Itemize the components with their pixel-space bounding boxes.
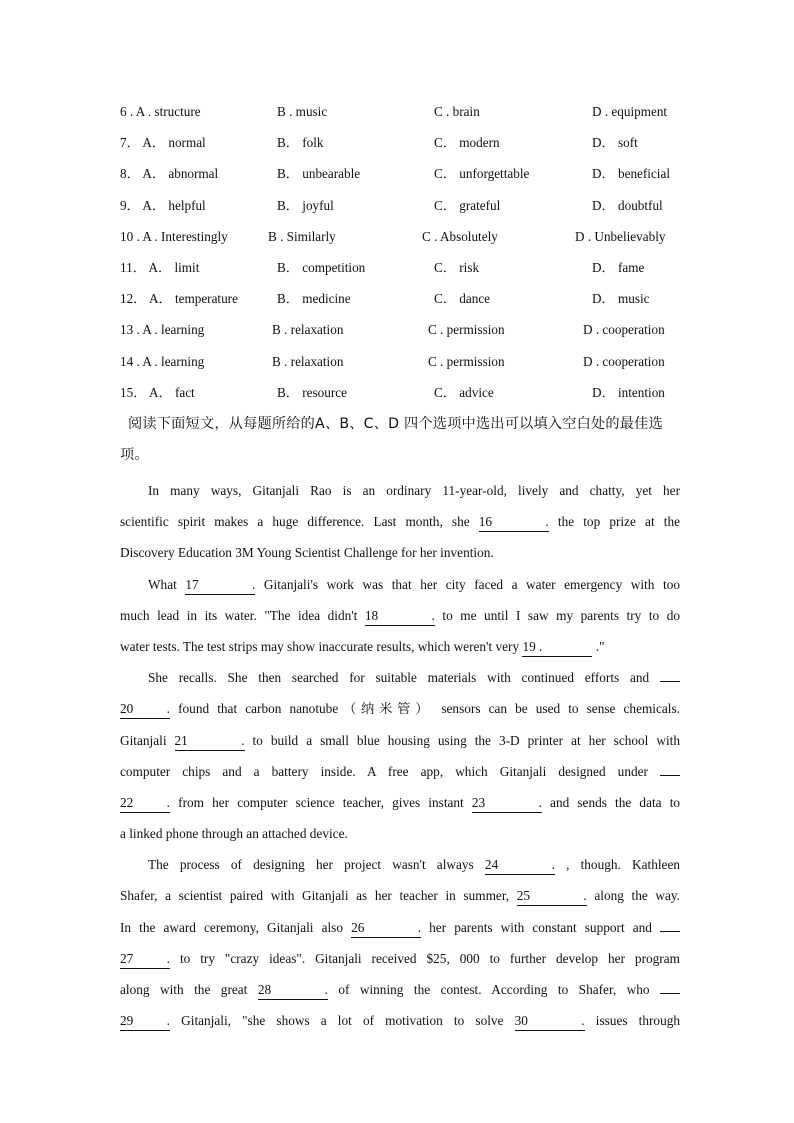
option-d: D . equipment: [592, 104, 668, 119]
reading-passage: [120, 475, 680, 1036]
option-b: B． resource: [277, 384, 347, 400]
question-number: 13: [120, 322, 134, 338]
question-number: 8: [120, 166, 127, 182]
passage-line: much lead in its water. "The idea didn't 18 . to me until I saw my parents try to do: [120, 600, 680, 631]
option-b: B． medicine: [277, 291, 351, 307]
blank-17[interactable]: 17 .: [185, 576, 255, 595]
passage-line: Shafer, a scientist paired with Gitanjali as her teacher in summer, 25 . along the way.: [120, 880, 680, 911]
option-b: B． competition: [277, 259, 366, 275]
option-c: C． dance: [434, 291, 491, 307]
blank-27[interactable]: 27 .: [120, 950, 170, 969]
question-number: 12: [120, 291, 134, 307]
option-d: D． beneficial: [592, 166, 670, 182]
passage-line: 29 . Gitanjali, "she shows a lot of motivation to solve 30 . issues through: [120, 1005, 680, 1036]
option-a: A . Interestingly: [142, 228, 228, 244]
blank-28[interactable]: 28 .: [258, 981, 328, 1000]
blank-26[interactable]: 26 .: [351, 919, 421, 938]
option-c: C． advice: [434, 384, 494, 400]
blank-22[interactable]: 22 .: [120, 794, 170, 813]
question-number: 10: [120, 228, 134, 244]
option-b: B． folk: [277, 135, 324, 151]
option-c: C . permission: [428, 353, 505, 369]
passage-line: computer chips and a battery inside. A free app, which Gitanjali designed under: [120, 756, 680, 787]
blank-24[interactable]: 24 .: [485, 856, 555, 875]
blank-23[interactable]: 23 .: [472, 794, 542, 813]
option-d: D . cooperation: [583, 322, 665, 338]
option-c: C． unforgettable: [434, 166, 530, 182]
option-a: A． limit: [148, 259, 200, 275]
option-d: D . cooperation: [583, 353, 665, 369]
question-number: 7: [120, 135, 127, 151]
option-b: B . relaxation: [272, 353, 344, 369]
option-row: 10 . A . Interestingly B . Similarly C . Absolutely D . Unbelievably: [120, 227, 680, 258]
passage-line: Gitanjali 21 . to build a small blue housing using the 3-D printer at her school with: [120, 725, 680, 756]
blank-16[interactable]: 16 .: [479, 513, 549, 532]
option-a: A . learning: [142, 353, 205, 369]
option-d: D． music: [592, 291, 650, 307]
passage-line: 20 . found that carbon nanotube（纳米管） sensors can be used to sense chemicals.: [120, 693, 680, 724]
option-b: B . relaxation: [272, 322, 344, 338]
option-row: 14 . A . learning B . relaxation C . permission D . cooperation: [120, 352, 680, 383]
passage-line: along with the great 28 . of winning the contest. According to Shafer, who: [120, 974, 680, 1005]
passage-line: Discovery Education 3M Young Scientist Challenge for her invention.: [120, 545, 494, 561]
option-a: A． temperature: [148, 291, 238, 307]
option-row: 13 . A . learning B . relaxation C . permission D . cooperation: [120, 320, 680, 351]
option-row: 9． A． helpful B． joyful C． grateful D． doubtful: [120, 196, 680, 227]
passage-line: 27 . to try "crazy ideas". Gitanjali received $25, 000 to further develop her program: [120, 943, 680, 974]
section-instructions: [120, 409, 680, 471]
passage-line: What 17 . Gitanjali's work was that her city faced a water emergency with too: [120, 569, 680, 600]
option-c: C . Absolutely: [422, 228, 498, 244]
option-a: A． abnormal: [142, 166, 219, 182]
blank-30[interactable]: 30 .: [515, 1012, 585, 1031]
passage-line: In many ways, Gitanjali Rao is an ordinary 11-year-old, lively and chatty, yet her: [148, 483, 680, 498]
option-a: A . learning: [142, 322, 205, 338]
passage-line: In the award ceremony, Gitanjali also 26 . her parents with constant support and: [120, 912, 680, 943]
option-row: 11． A． limit B． competition C． risk D． fame: [120, 258, 680, 289]
option-c: C． risk: [434, 259, 480, 275]
blank-18[interactable]: 18 .: [365, 607, 435, 626]
option-row: 6 . A . structure B . music C . brain D . equipment: [120, 102, 680, 133]
question-number: 11: [120, 259, 133, 275]
blank-underline: [660, 993, 680, 994]
option-b: B . music: [277, 104, 328, 119]
option-b: B． unbearable: [277, 166, 361, 182]
passage-line: a linked phone through an attached device.: [120, 826, 348, 842]
passage-line: water tests. The test strips may show inaccurate results, which weren't very 19 . .": [120, 631, 680, 662]
option-b: B． joyful: [277, 197, 334, 213]
option-c: C . brain: [434, 104, 480, 119]
passage-line: The process of designing her project wasn't always 24 . , though. Kathleen: [120, 849, 680, 880]
blank-19[interactable]: 19 .: [522, 638, 592, 657]
blank-25[interactable]: 25 .: [517, 887, 587, 906]
instructions-line: 项。: [120, 447, 149, 463]
option-c: C . permission: [428, 322, 505, 338]
passage-line: 22 . from her computer science teacher, gives instant 23 . and sends the data to: [120, 787, 680, 818]
instructions-line: 阅读下面短文，从每题所给的A、B、C、D 四个选项中选出可以填入空白处的最佳选: [128, 416, 663, 432]
option-a: A． normal: [142, 135, 206, 151]
option-d: D． soft: [592, 135, 638, 151]
option-a: A． helpful: [142, 197, 206, 213]
option-d: D． intention: [592, 384, 665, 400]
question-number: 14: [120, 353, 134, 369]
option-d: D． fame: [592, 259, 645, 275]
passage-line: scientific spirit makes a huge difference. Last month, she 16 . the top prize at the: [120, 506, 680, 537]
passage-line: She recalls. She then searched for suitable materials with continued efforts and: [120, 662, 680, 693]
question-number: 6: [120, 104, 127, 119]
option-c: C． modern: [434, 135, 500, 151]
option-b: B . Similarly: [268, 228, 336, 244]
question-number: 9: [120, 197, 127, 213]
options-list: [120, 102, 680, 414]
option-row: 12． A． temperature B． medicine C． dance D． music: [120, 289, 680, 320]
blank-underline: [660, 681, 680, 682]
option-a: A． fact: [148, 384, 195, 400]
blank-29[interactable]: 29 .: [120, 1012, 170, 1031]
blank-20[interactable]: 20 .: [120, 700, 170, 719]
question-number: 15: [120, 384, 134, 400]
option-row: 7． A． normal B． folk C． modern D． soft: [120, 133, 680, 164]
option-d: D． doubtful: [592, 197, 663, 213]
option-row: 15． A． fact B． resource C． advice D． intention: [120, 383, 680, 414]
option-d: D . Unbelievably: [575, 228, 666, 244]
blank-21[interactable]: 21 .: [175, 732, 245, 751]
option-a: A . structure: [135, 104, 201, 119]
blank-underline: [660, 931, 680, 932]
option-row: 8． A． abnormal B． unbearable C． unforgettable D． beneficial: [120, 164, 680, 195]
blank-underline: [660, 775, 680, 776]
option-c: C． grateful: [434, 197, 501, 213]
